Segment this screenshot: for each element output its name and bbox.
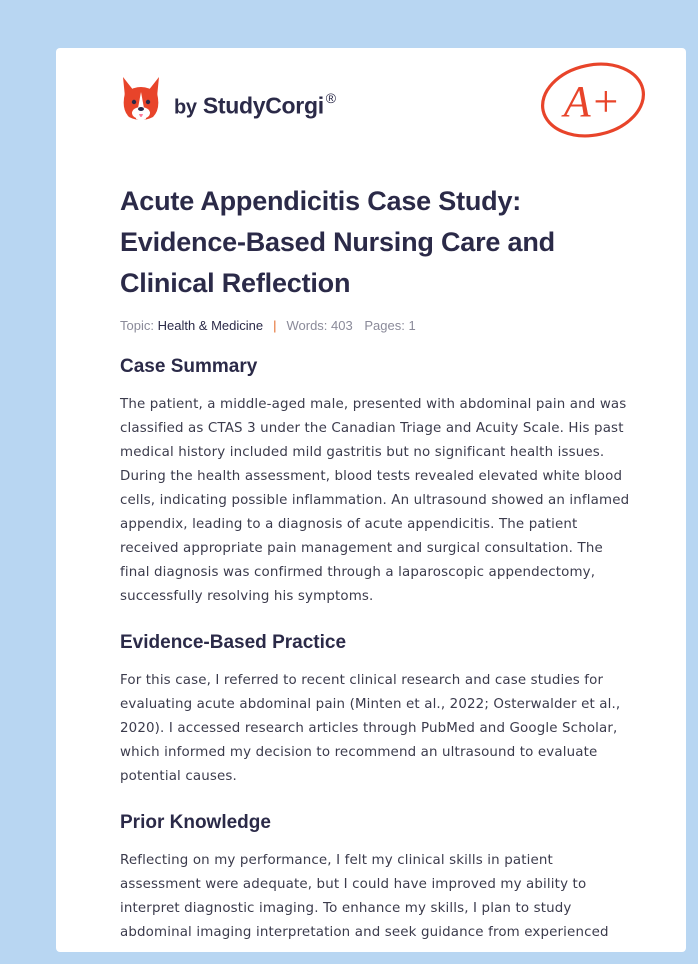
- pages-label: Pages:: [364, 318, 405, 333]
- section-case-summary: [120, 355, 632, 609]
- pages-value: 1: [408, 318, 416, 333]
- brand-name[interactable]: [174, 92, 336, 120]
- section-prior-knowledge: [120, 811, 632, 945]
- section-heading: Prior Knowledge: [120, 812, 271, 833]
- brand-by: by: [174, 96, 197, 119]
- grade-text: A+: [563, 77, 621, 126]
- words-value: 403: [331, 318, 353, 333]
- page-header: [56, 48, 686, 158]
- document-content: [120, 181, 632, 945]
- document-page: [56, 48, 686, 952]
- section-body: The patient, a middle-aged male, presented with abdominal pain and was classified as CTAS 3 under the Canadian Triage and Acuity Scale. His past medical history included mild gastritis but no significant health issues. During the health assessment, blood tests revealed elevated white blood cells, indicating possible inflammation. An ultrasound showed an inflamed appendix, leading to a diagnosis of acute appendicitis. The patient received appropriate pain management and surgical consultation. The final diagnosis was confirmed through a laparoscopic appendectomy, successfully resolving his symptoms.: [120, 397, 630, 604]
- document-title: Acute Appendicitis Case Study: Evidence-Based Nursing Care and Clinical Reflection: [120, 186, 555, 298]
- meta-separator: |: [273, 318, 277, 333]
- corgi-logo-icon[interactable]: [120, 75, 162, 123]
- brand-title: StudyCorgi: [202, 92, 324, 119]
- document-meta: [120, 318, 632, 333]
- section-heading: Evidence-Based Practice: [120, 632, 347, 653]
- topic-link[interactable]: Health & Medicine: [157, 318, 264, 333]
- registered-mark: ®: [325, 90, 336, 106]
- topic-label: Topic:: [120, 318, 154, 333]
- grade-badge-icon: [538, 60, 648, 140]
- section-evidence-based-practice: [120, 631, 632, 789]
- section-body: For this case, I referred to recent clinical research and case studies for evaluating acute abdominal pain (Minten et al., 2022; Osterwalder et al., 2020). I accessed research articles through PubMed and Google Scholar, which informed my decision to recommend an ultrasound to evaluate potential causes.: [120, 673, 621, 784]
- section-body: Reflecting on my performance, I felt my clinical skills in patient assessment were adequate, but I could have improved my ability to interpret diagnostic imaging. To enhance my skills, I plan to study abdominal imaging interpretation and seek guidance from experienced: [120, 853, 609, 940]
- words-label: Words:: [286, 318, 328, 333]
- section-heading: Case Summary: [120, 356, 258, 377]
